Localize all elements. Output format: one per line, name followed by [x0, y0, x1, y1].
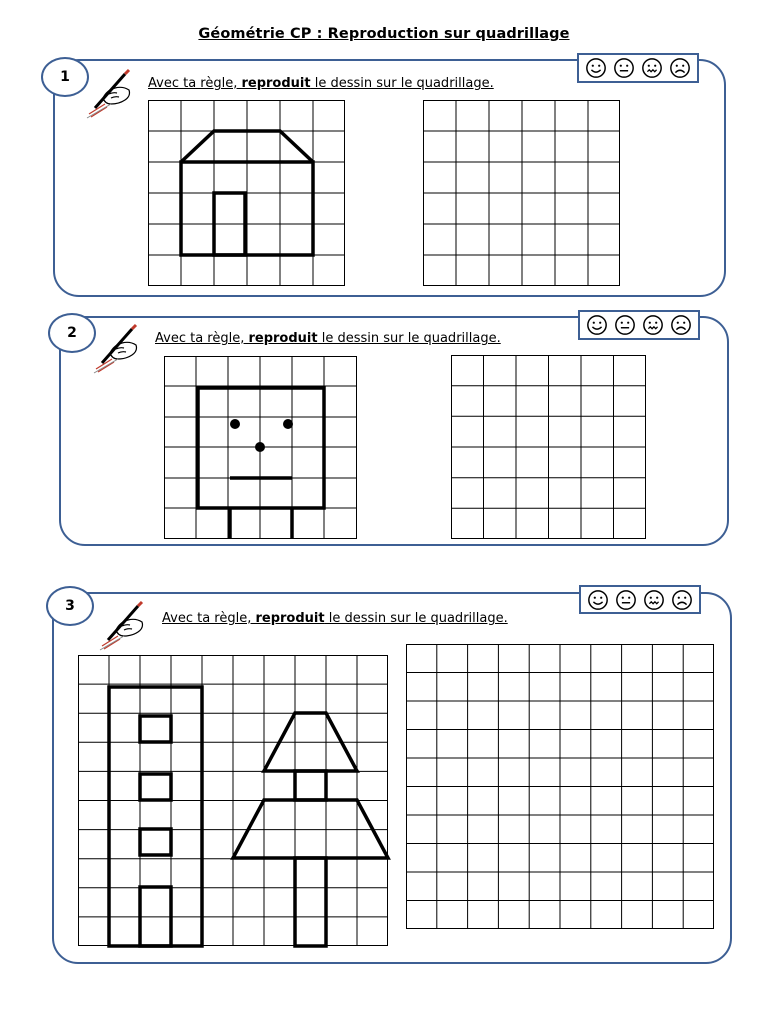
sad-face-icon[interactable]	[670, 314, 692, 336]
empty-grid-3[interactable]	[406, 644, 714, 929]
worried-face-icon[interactable]	[641, 57, 663, 79]
instruction-text: le dessin sur le quadrillage.	[324, 611, 508, 626]
robot-right-eye	[283, 419, 293, 429]
building-window-1	[140, 716, 171, 742]
pencil-hand-icon	[98, 600, 152, 652]
instruction-bold: reproduit	[241, 76, 311, 91]
building-window-2	[140, 774, 171, 800]
sad-face-icon[interactable]	[671, 589, 693, 611]
page-title: Géométrie CP : Reproduction sur quadrillage	[198, 26, 570, 42]
exercise-3-number-badge: 3	[46, 586, 94, 626]
sad-face-icon[interactable]	[669, 57, 691, 79]
exercise-1-number-badge: 1	[41, 57, 89, 97]
exercise-2-instruction	[155, 331, 501, 346]
robot-left-eye	[230, 419, 240, 429]
exercise-2-smiley-box	[578, 310, 700, 340]
neutral-face-icon[interactable]	[614, 314, 636, 336]
robot-nose	[255, 442, 265, 452]
model-grid-3	[78, 655, 388, 946]
neutral-face-icon[interactable]	[613, 57, 635, 79]
exercise-3-smiley-box	[579, 585, 701, 614]
neutral-face-icon[interactable]	[615, 589, 637, 611]
empty-grid-1[interactable]	[423, 100, 620, 286]
building-window-3	[140, 829, 171, 855]
instruction-text: Avec ta règle,	[155, 331, 249, 346]
instruction-text: Avec ta règle,	[162, 611, 256, 626]
model-grid-1	[148, 100, 345, 286]
worried-face-icon[interactable]	[643, 589, 665, 611]
building-outline	[109, 687, 202, 946]
empty-grid-2[interactable]	[451, 355, 646, 539]
instruction-bold: reproduit	[255, 611, 325, 626]
pencil-hand-icon	[85, 68, 139, 120]
tree-middle-box	[295, 771, 326, 800]
exercise-2-number-badge: 2	[48, 313, 96, 353]
happy-face-icon[interactable]	[587, 589, 609, 611]
pencil-hand-icon	[92, 323, 146, 375]
happy-face-icon[interactable]	[585, 57, 607, 79]
exercise-3-instruction	[162, 611, 508, 626]
instruction-text: Avec ta règle,	[148, 76, 242, 91]
model-grid-2	[164, 356, 357, 539]
instruction-text: le dessin sur le quadrillage.	[310, 76, 494, 91]
tree-trunk	[295, 858, 326, 946]
tree-bottom	[233, 800, 388, 858]
worried-face-icon[interactable]	[642, 314, 664, 336]
instruction-bold: reproduit	[248, 331, 318, 346]
happy-face-icon[interactable]	[586, 314, 608, 336]
exercise-1-smiley-box	[577, 53, 699, 83]
instruction-text: le dessin sur le quadrillage.	[317, 331, 501, 346]
exercise-1-instruction	[148, 76, 494, 91]
